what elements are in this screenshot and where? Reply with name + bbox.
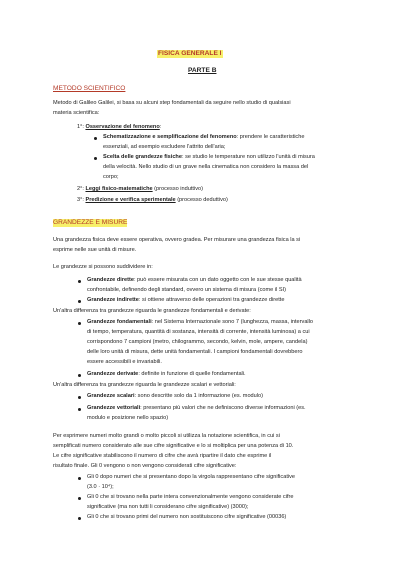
sub-bullet-line: corpo; [103, 174, 119, 180]
list-item: Grandezze vettoriali: presentano più valori che ne definiscono diverse informazioni (es. [87, 405, 306, 411]
bullet-icon [94, 137, 97, 140]
list-item-line: delle loro unità di misura, dette unità fondamentali. I campioni fondamentali dovrebbero [87, 349, 303, 355]
sub-bullet-line: della velocità. Nello studio di un grave nella cinematica non considero la massa del [103, 164, 309, 170]
intro-line: materia scientifica: [53, 110, 100, 116]
paragraph-line: Una grandezza fisica deve essere operativa, ovvero gradea. Per misurare una grandezza fisica la si [53, 237, 301, 243]
list-item-line: (3.0 · 10⁴); [87, 484, 114, 490]
list-item-line: Gli 0 che si trovano nella parte intera convenzionalmente vengono considerate cifre [87, 494, 294, 500]
list-item: Grandezze dirette: può essere misurata con un dato oggetto con le sue stesse qualità [87, 277, 302, 283]
step-3: 3°: Predizione e verifica sperimentale (processo deduttivo) [77, 197, 228, 203]
bullet-icon [78, 374, 81, 377]
list-item-line: confrontabile, definendo degli standard, ovvero un sistema di misura (come il SI) [87, 287, 286, 293]
list-item: Grandezze indirette: si ottiene attraverso delle operazioni tra grandezze dirette [87, 297, 285, 303]
list-item-line: modulo e posizione nello spazio) [87, 415, 169, 421]
paragraph-line: Un'altra differenza tra grandezze riguarda le grandezze fondamentali e derivate: [53, 308, 251, 314]
list-item: Grandezze scalari: sono descritte solo da 1 informazione (es. modulo) [87, 393, 263, 399]
sub-bullet: Schematizzazione e semplificazione del fenomeno: prendere le caratteristiche [103, 134, 305, 140]
paragraph-line: Per esprimere numeri molto grandi o molto piccoli si utilizza la notazione scientifica, in cui si [53, 433, 280, 439]
list-item-line: essere accessibili e invariabili. [87, 359, 162, 365]
bullet-icon [78, 396, 81, 399]
list-item-line: Gli 0 dopo numeri che si presentano dopo la virgola rappresentano cifre significative [87, 474, 296, 480]
step-num: 1°: [77, 124, 84, 130]
list-item-line: Gli 0 che si trovano primi del numero non sostituiscono cifre significative (00036) [87, 514, 287, 520]
document-title: FISICA GENERALE I [158, 50, 222, 57]
part-heading: PARTE B [188, 67, 217, 74]
section-heading-grandezze: GRANDEZZE E MISURE [53, 219, 128, 226]
sub-bullet-line: essenziali, ad esempio escludere l'attrito dell'aria; [103, 144, 226, 150]
step-label: Osservazione del fenomeno [85, 124, 160, 130]
list-item-line: corrispondono 7 campioni (metro, chilogrammo, secondo, kelvin, mole, ampere, candela) [87, 339, 308, 345]
bullet-icon [78, 280, 81, 283]
intro-line: Metodo di Galileo Galilei, si basa su alcuni step fondamentali da seguire nello studio di qualsiasi [53, 100, 291, 106]
paragraph-line: Le grandezze si possono suddividere in: [53, 264, 153, 270]
section-heading-metodo: METODO SCIENTIFICO [53, 85, 126, 92]
paragraph-line: Le cifre significative stabiliscono il numero di cifre che avrà ripartire il dato che esprime il [53, 453, 272, 459]
paragraph-line: Un'altra differenza tra grandezze riguarda le grandezze scalari e vettoriali: [53, 382, 236, 388]
bullet-icon [78, 322, 81, 325]
paragraph-line: semplificati numero considerato alle sue cifre significative e lo si moltiplica per una potenza di 10. [53, 443, 294, 449]
list-item-line: di tempo, temperatura, quantità di sostanza, intensità di corrente, intensità luminosa) a cui [87, 329, 310, 335]
paragraph-line: risultato finale. Gli 0 vengono o non vengono considerati cifre significative: [53, 463, 237, 469]
list-item: Grandezze fondamentali: nel Sistema Internazionale sono 7 (lunghezza, massa, intervallo [87, 319, 314, 325]
bullet-icon [78, 497, 81, 500]
bullet-icon [94, 157, 97, 160]
bullet-icon [78, 408, 81, 411]
step-1 [77, 124, 161, 131]
bullet-icon [78, 517, 81, 520]
bullet-icon [78, 477, 81, 480]
step-rest: : [159, 124, 162, 130]
paragraph-line: esprime nelle sue unità di misure. [53, 247, 137, 253]
list-item: Grandezze derivate: definite in funzione di quelle fondamentali. [87, 371, 246, 377]
step-2: 2°: Leggi fisico-matematiche (processo induttivo) [77, 186, 203, 192]
bullet-icon [78, 300, 81, 303]
sub-bullet: Scelta delle grandezze fisiche: se studio le temperature non utilizzo l'unità di misura [103, 154, 315, 160]
list-item-line: significative (ma non tutti li considerano cifre significative) (3000); [87, 504, 249, 510]
